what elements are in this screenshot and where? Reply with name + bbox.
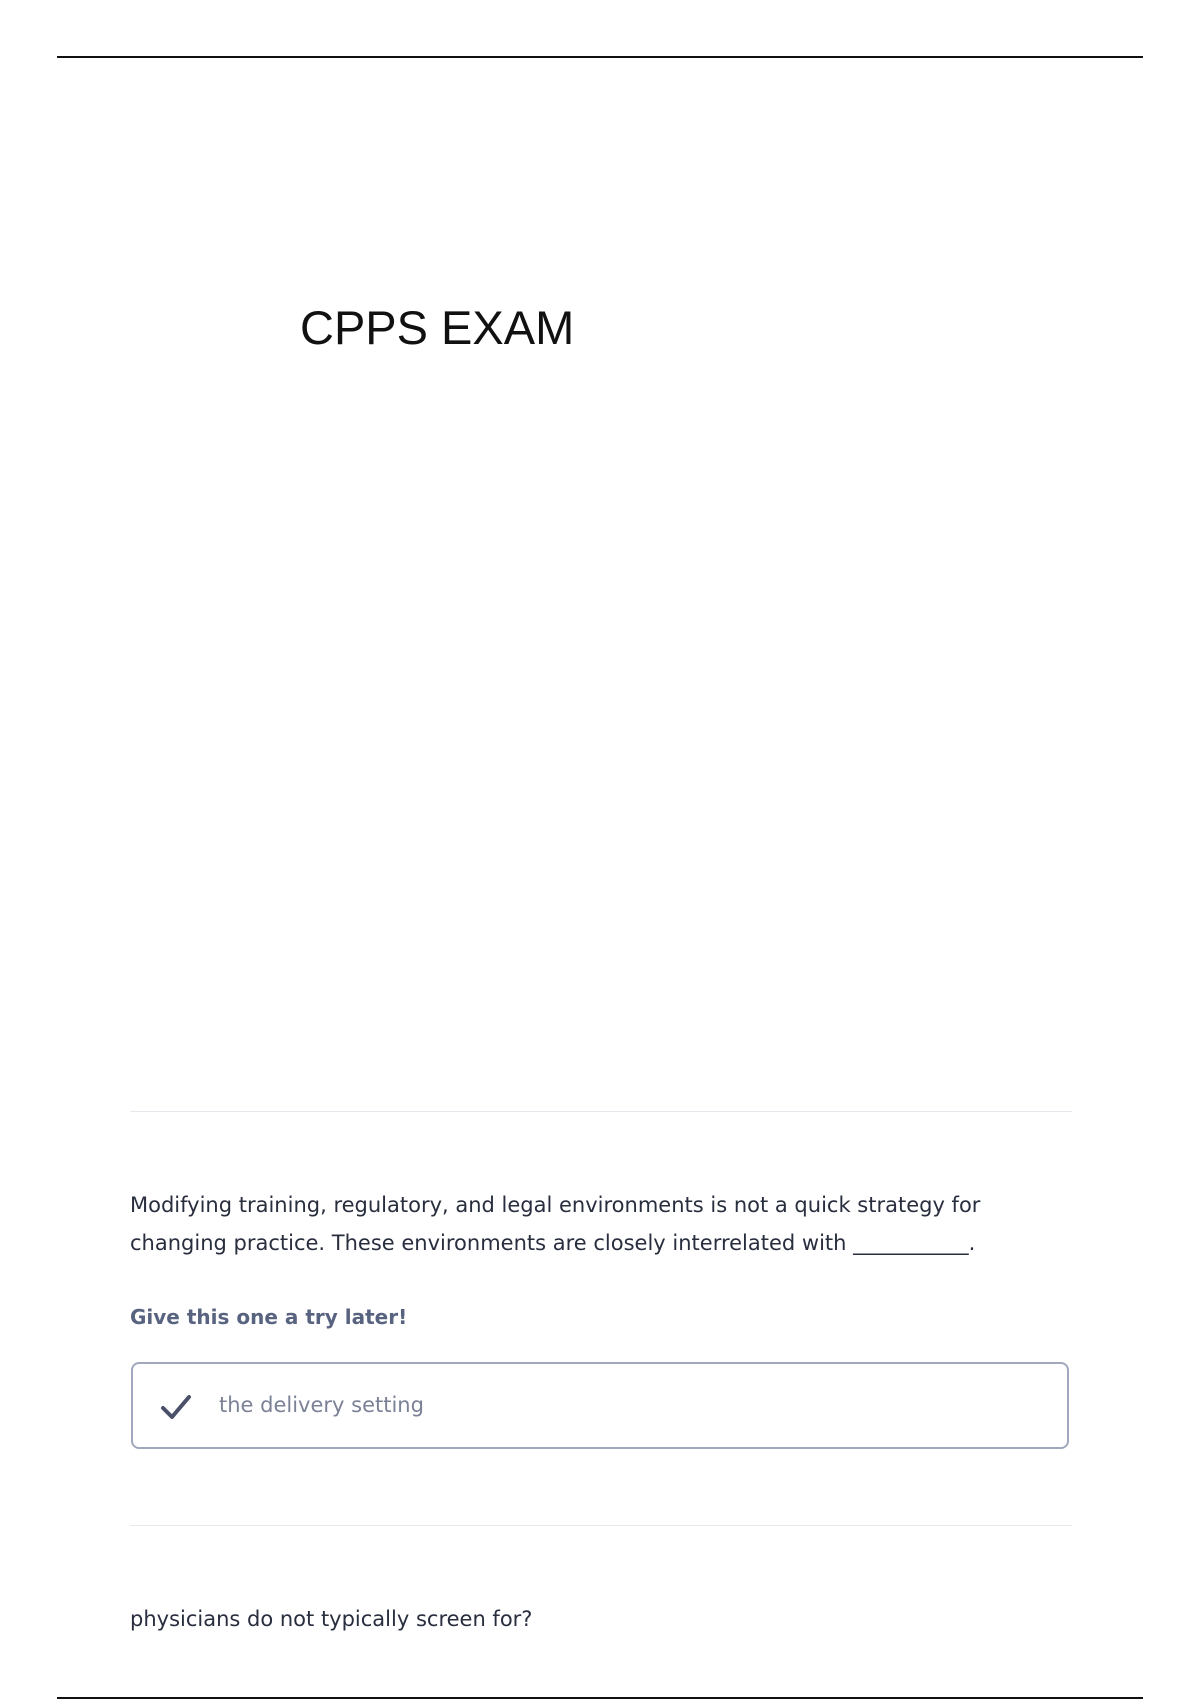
answer-option[interactable] (131, 1362, 1069, 1449)
checkmark-icon (159, 1392, 193, 1422)
card-divider (130, 1525, 1072, 1526)
top-page-rule (57, 56, 1143, 58)
question-text: Modifying training, regulatory, and legal environments is not a quick strategy for changing practice. These environments are closely interrelated with ___________. (130, 1193, 981, 1255)
answer-text: the delivery setting (219, 1393, 424, 1417)
document-title: CPPS EXAM (300, 301, 575, 354)
question-text: physicians do not typically screen for? (130, 1607, 533, 1631)
card-divider (130, 1111, 1072, 1112)
hint-text: Give this one a try later! (130, 1305, 408, 1329)
bottom-page-rule (57, 1697, 1143, 1699)
